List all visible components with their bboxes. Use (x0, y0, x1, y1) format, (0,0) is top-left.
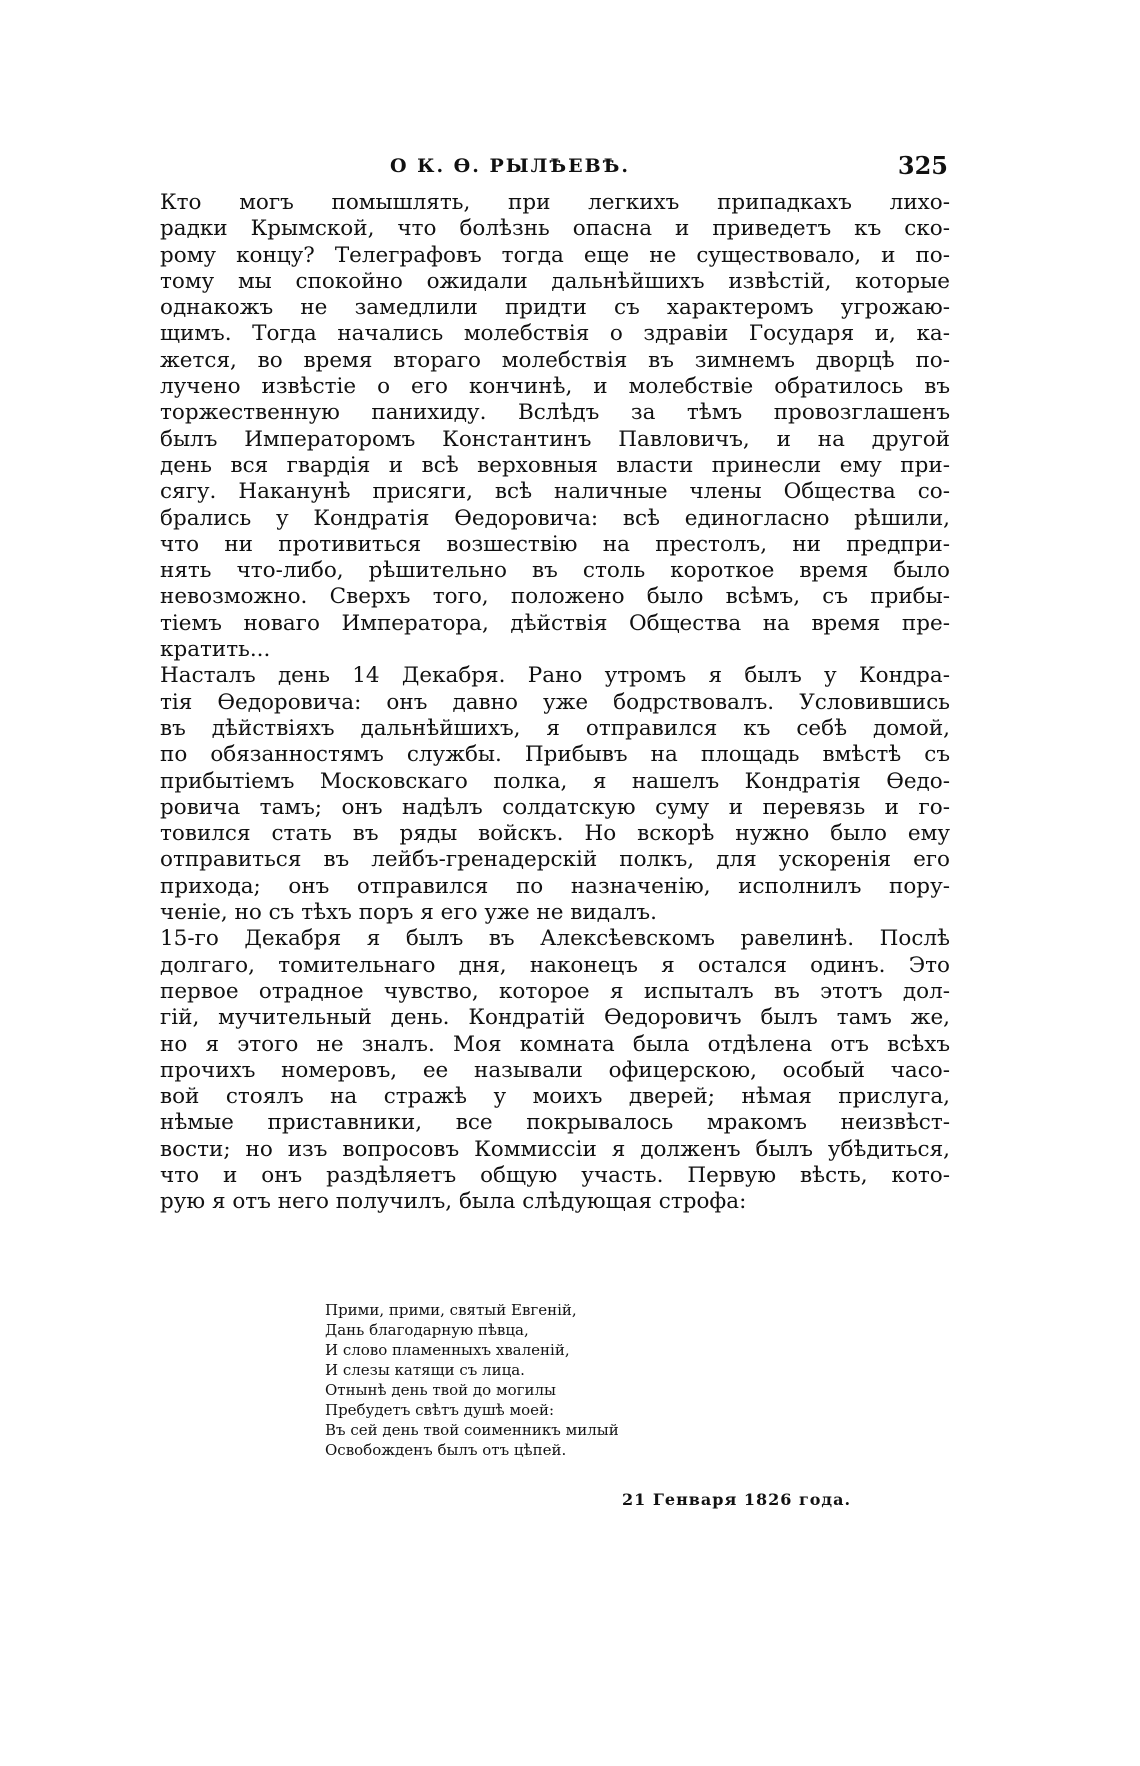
poem-line: И слово пламенныхъ хваленій, (325, 1341, 570, 1359)
text-line: отправиться въ лейбъ-гренадерскій полкъ, для ускоренія его (160, 847, 950, 873)
poem-line: Прими, прими, святый Евгеній, (325, 1301, 577, 1319)
text-line: вой стоялъ на стражѣ у моихъ дверей; нѣмая прислуга, (160, 1084, 950, 1110)
poem-date: 21 Генваря 1826 года. (622, 1490, 852, 1509)
text-line: брались у Кондратія Ѳедоровича: всѣ единогласно рѣшили, (160, 505, 950, 531)
text-line: рому концу? Телеграфовъ тогда еще не существовало, и по- (160, 242, 950, 268)
poem-line: Дань благодарную пѣвца, (325, 1321, 529, 1339)
running-title: О К. Ѳ. РЫЛѢЕВѢ. (390, 155, 630, 177)
text-line: былъ Императоромъ Константинъ Павловичъ, и на другой (160, 426, 950, 452)
text-line: рую я отъ него получилъ, была слѣдующая строфа: (160, 1189, 747, 1215)
text-line: Насталъ день 14 Декабря. Рано утромъ я былъ у Кондра- (160, 663, 950, 689)
text-line: радки Крымской, что болѣзнь опасна и приведетъ къ ско- (160, 216, 950, 242)
text-line: тіемъ новаго Императора, дѣйствія Общества на время пре- (160, 610, 950, 636)
text-line: что ни противиться возшествію на престолъ, ни предпри- (160, 531, 950, 557)
text-line: товился стать въ ряды войскъ. Но вскорѣ нужно было ему (160, 821, 950, 847)
text-line: прибытіемъ Московскаго полка, я нашелъ Кондратія Ѳедо- (160, 768, 950, 794)
text-line: но я этого не зналъ. Моя комната была отдѣлена отъ всѣхъ (160, 1031, 950, 1057)
text-line: невозможно. Сверхъ того, положено было всѣмъ, съ прибы- (160, 584, 950, 610)
poem-line: Освобожденъ былъ отъ цѣпей. (325, 1441, 567, 1459)
poem-line: Пребудетъ свѣтъ душѣ моей: (325, 1401, 555, 1419)
text-line: Кто могъ помышлять, при легкихъ припадкахъ лихо- (160, 190, 950, 215)
text-line: первое отрадное чувство, которое я испыталъ въ этотъ дол- (160, 978, 950, 1004)
text-line: долгаго, томительнаго дня, наконецъ я остался одинъ. Это (160, 952, 950, 978)
text-line: сягу. Наканунѣ присяги, всѣ наличные члены Общества со- (160, 479, 950, 505)
text-line: вости; но изъ вопросовъ Коммиссіи я долженъ былъ убѣдиться, (160, 1136, 950, 1162)
body-text (160, 190, 950, 1216)
text-line: тія Ѳедоровича: онъ давно уже бодрствовалъ. Условившись (160, 689, 950, 715)
poem-line: Въ сей день твой соименникъ милый (325, 1421, 619, 1439)
text-line: щимъ. Тогда начались молебствія о здравіи Государя и, ка- (160, 321, 950, 347)
text-line: 15-го Декабря я былъ въ Алексѣевскомъ равелинѣ. Послѣ (160, 926, 950, 952)
text-line: что и онъ раздѣляетъ общую участь. Первую вѣсть, кото- (160, 1162, 950, 1188)
page-number: 325 (897, 151, 948, 180)
text-line: нѣмые приставники, все покрывалось мракомъ неизвѣст- (160, 1110, 950, 1136)
text-line: нять что-либо, рѣшительно въ столь короткое время было (160, 558, 950, 584)
text-line: прочихъ номеровъ, ее называли офицерскою, особый часо- (160, 1057, 950, 1083)
text-line: прихода; онъ отправился по назначенію, исполнилъ пору- (160, 873, 950, 899)
text-line: гій, мучительный день. Кондратій Ѳедоровичъ былъ тамъ же, (160, 1005, 950, 1031)
poem-stanza (325, 1300, 725, 1460)
text-line: ченіе, но съ тѣхъ поръ я его уже не видалъ. (160, 900, 657, 926)
text-line: ровича тамъ; онъ надѣлъ солдатскую суму и перевязь и го- (160, 794, 950, 820)
text-line: по обязанностямъ службы. Прибывъ на площадь вмѣстѣ съ (160, 742, 950, 768)
text-line: торжественную панихиду. Вслѣдъ за тѣмъ провозглашенъ (160, 400, 950, 426)
text-line: однакожъ не замедлили придти съ характеромъ угрожаю- (160, 295, 950, 321)
text-line: въ дѣйствіяхъ дальнѣйшихъ, я отправился къ себѣ домой, (160, 715, 950, 741)
text-line: лучено извѣстіе о его кончинѣ, и молебствіе обратилось въ (160, 374, 950, 400)
running-head (160, 151, 948, 185)
text-line: день вся гвардія и всѣ верховныя власти принесли ему при- (160, 452, 950, 478)
text-line: кратить... (160, 637, 271, 663)
text-line: тому мы спокойно ожидали дальнѣйшихъ извѣстій, которые (160, 268, 950, 294)
text-line: жется, во время втораго молебствія въ зимнемъ дворцѣ по- (160, 347, 950, 373)
poem-line: И слезы катящи съ лица. (325, 1361, 525, 1379)
poem-line: Отнынѣ день твой до могилы (325, 1381, 556, 1399)
